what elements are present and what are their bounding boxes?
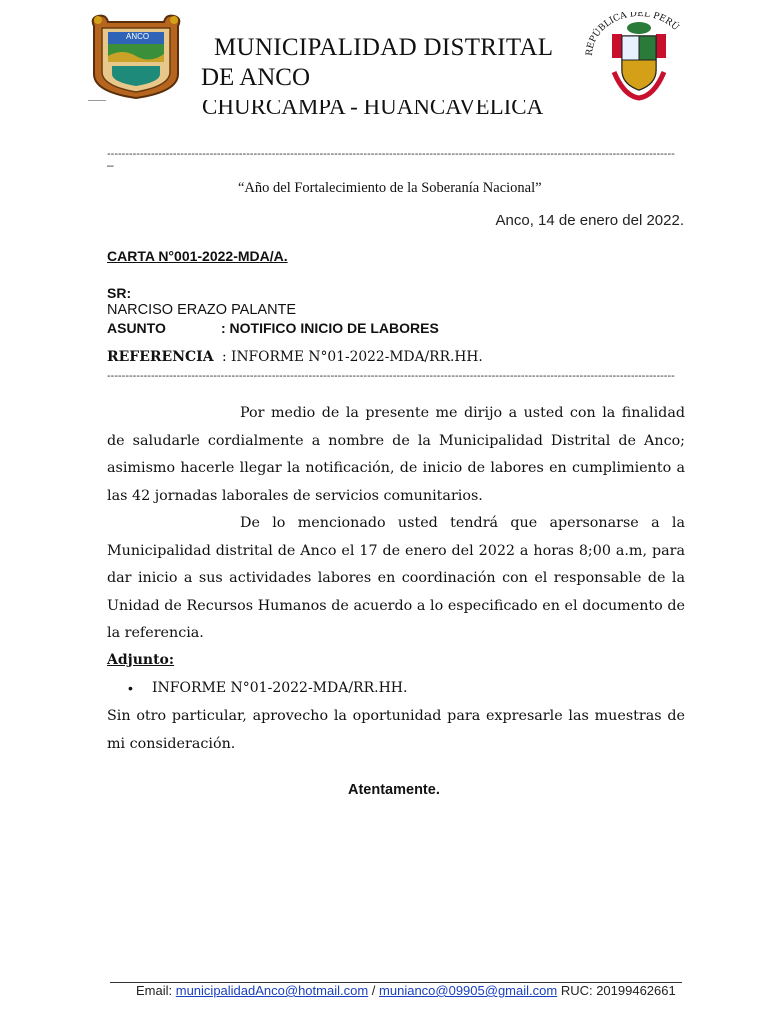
referencia-value: : INFORME N°01-2022-MDA/RR.HH. [222,349,483,365]
header-separator: ----------------------------------------------------------------------------------------------------------------------------------------------------------- [107,148,675,160]
body-separator: ----------------------------------------------------------------------------------------------------------------------------------------------------------- [107,370,675,382]
sr-label: SR: [107,285,132,301]
municipality-title-line1: MUNICIPALIDAD DISTRITAL [214,34,554,61]
small-rule [88,100,106,101]
municipal-seal-logo [86,12,186,100]
separator-tail: – [107,158,114,172]
seal-label: ANCO [126,32,150,41]
letter-number: CARTA N°001-2022-MDA/A. [107,248,288,264]
date-line: Anco, 14 de enero del 2022. [495,212,684,229]
subtitle-clip [190,100,610,121]
email-link-hotmail[interactable]: municipalidadAnco@hotmail.com [175,983,369,998]
closing-paragraph: Sin otro particular, aprovecho la oportunidad para expresarle las muestras de mi consideración. [107,708,685,752]
peru-coat-of-arms-logo [584,12,694,104]
attachment-item-text: INFORME N°01-2022-MDA/RR.HH. [152,680,408,696]
referencia-label: REFERENCIA [107,349,214,365]
body-paragraph-2: De lo mencionado usted tendrá que apersonarse a la Municipalidad distrital de Anco el 17 de enero del 2022 a horas 8;00 a.m, para dar inicio a sus actividades labores en coordinación con el responsable de la Unidad de Recursos Humanos de acuerdo a lo especificado en el documento de la referencia. [107,515,685,641]
asunto-label: ASUNTO [107,320,166,336]
municipality-title-line2: DE ANCO [201,64,311,91]
year-motto: “Año del Fortalecimiento de la Soberanía Nacional” [238,180,542,196]
adjunto-label: Adjunto: [107,652,175,668]
signoff: Atentamente. [348,782,440,798]
seal-arc-text: REPÚBLICA DEL PERÚ [584,12,681,57]
footer-email-label: Email: [136,983,173,998]
footer-contact [136,983,676,998]
province-subtitle: CHURCAMPA - HUANCAVELICA [202,100,544,119]
footer-ruc: RUC: 20199462661 [560,983,676,998]
email-link-gmail[interactable]: munianco@09905@gmail.com [379,983,558,998]
bullet-icon: • [128,680,133,696]
recipient-name: NARCISO ERAZO PALANTE [107,302,297,318]
asunto-value: : NOTIFICO INICIO DE LABORES [221,320,439,336]
body-paragraph-1: Por medio de la presente me dirijo a usted con la finalidad de saludarle cordialmente a nombre de la Municipalidad Distrital de Anco; asimismo hacerle llegar la notificación, de inicio de labores en cumplimiento a las 42 jornadas laborales de servicios comunitarios. [107,405,685,504]
footer-slash: / [371,983,376,998]
